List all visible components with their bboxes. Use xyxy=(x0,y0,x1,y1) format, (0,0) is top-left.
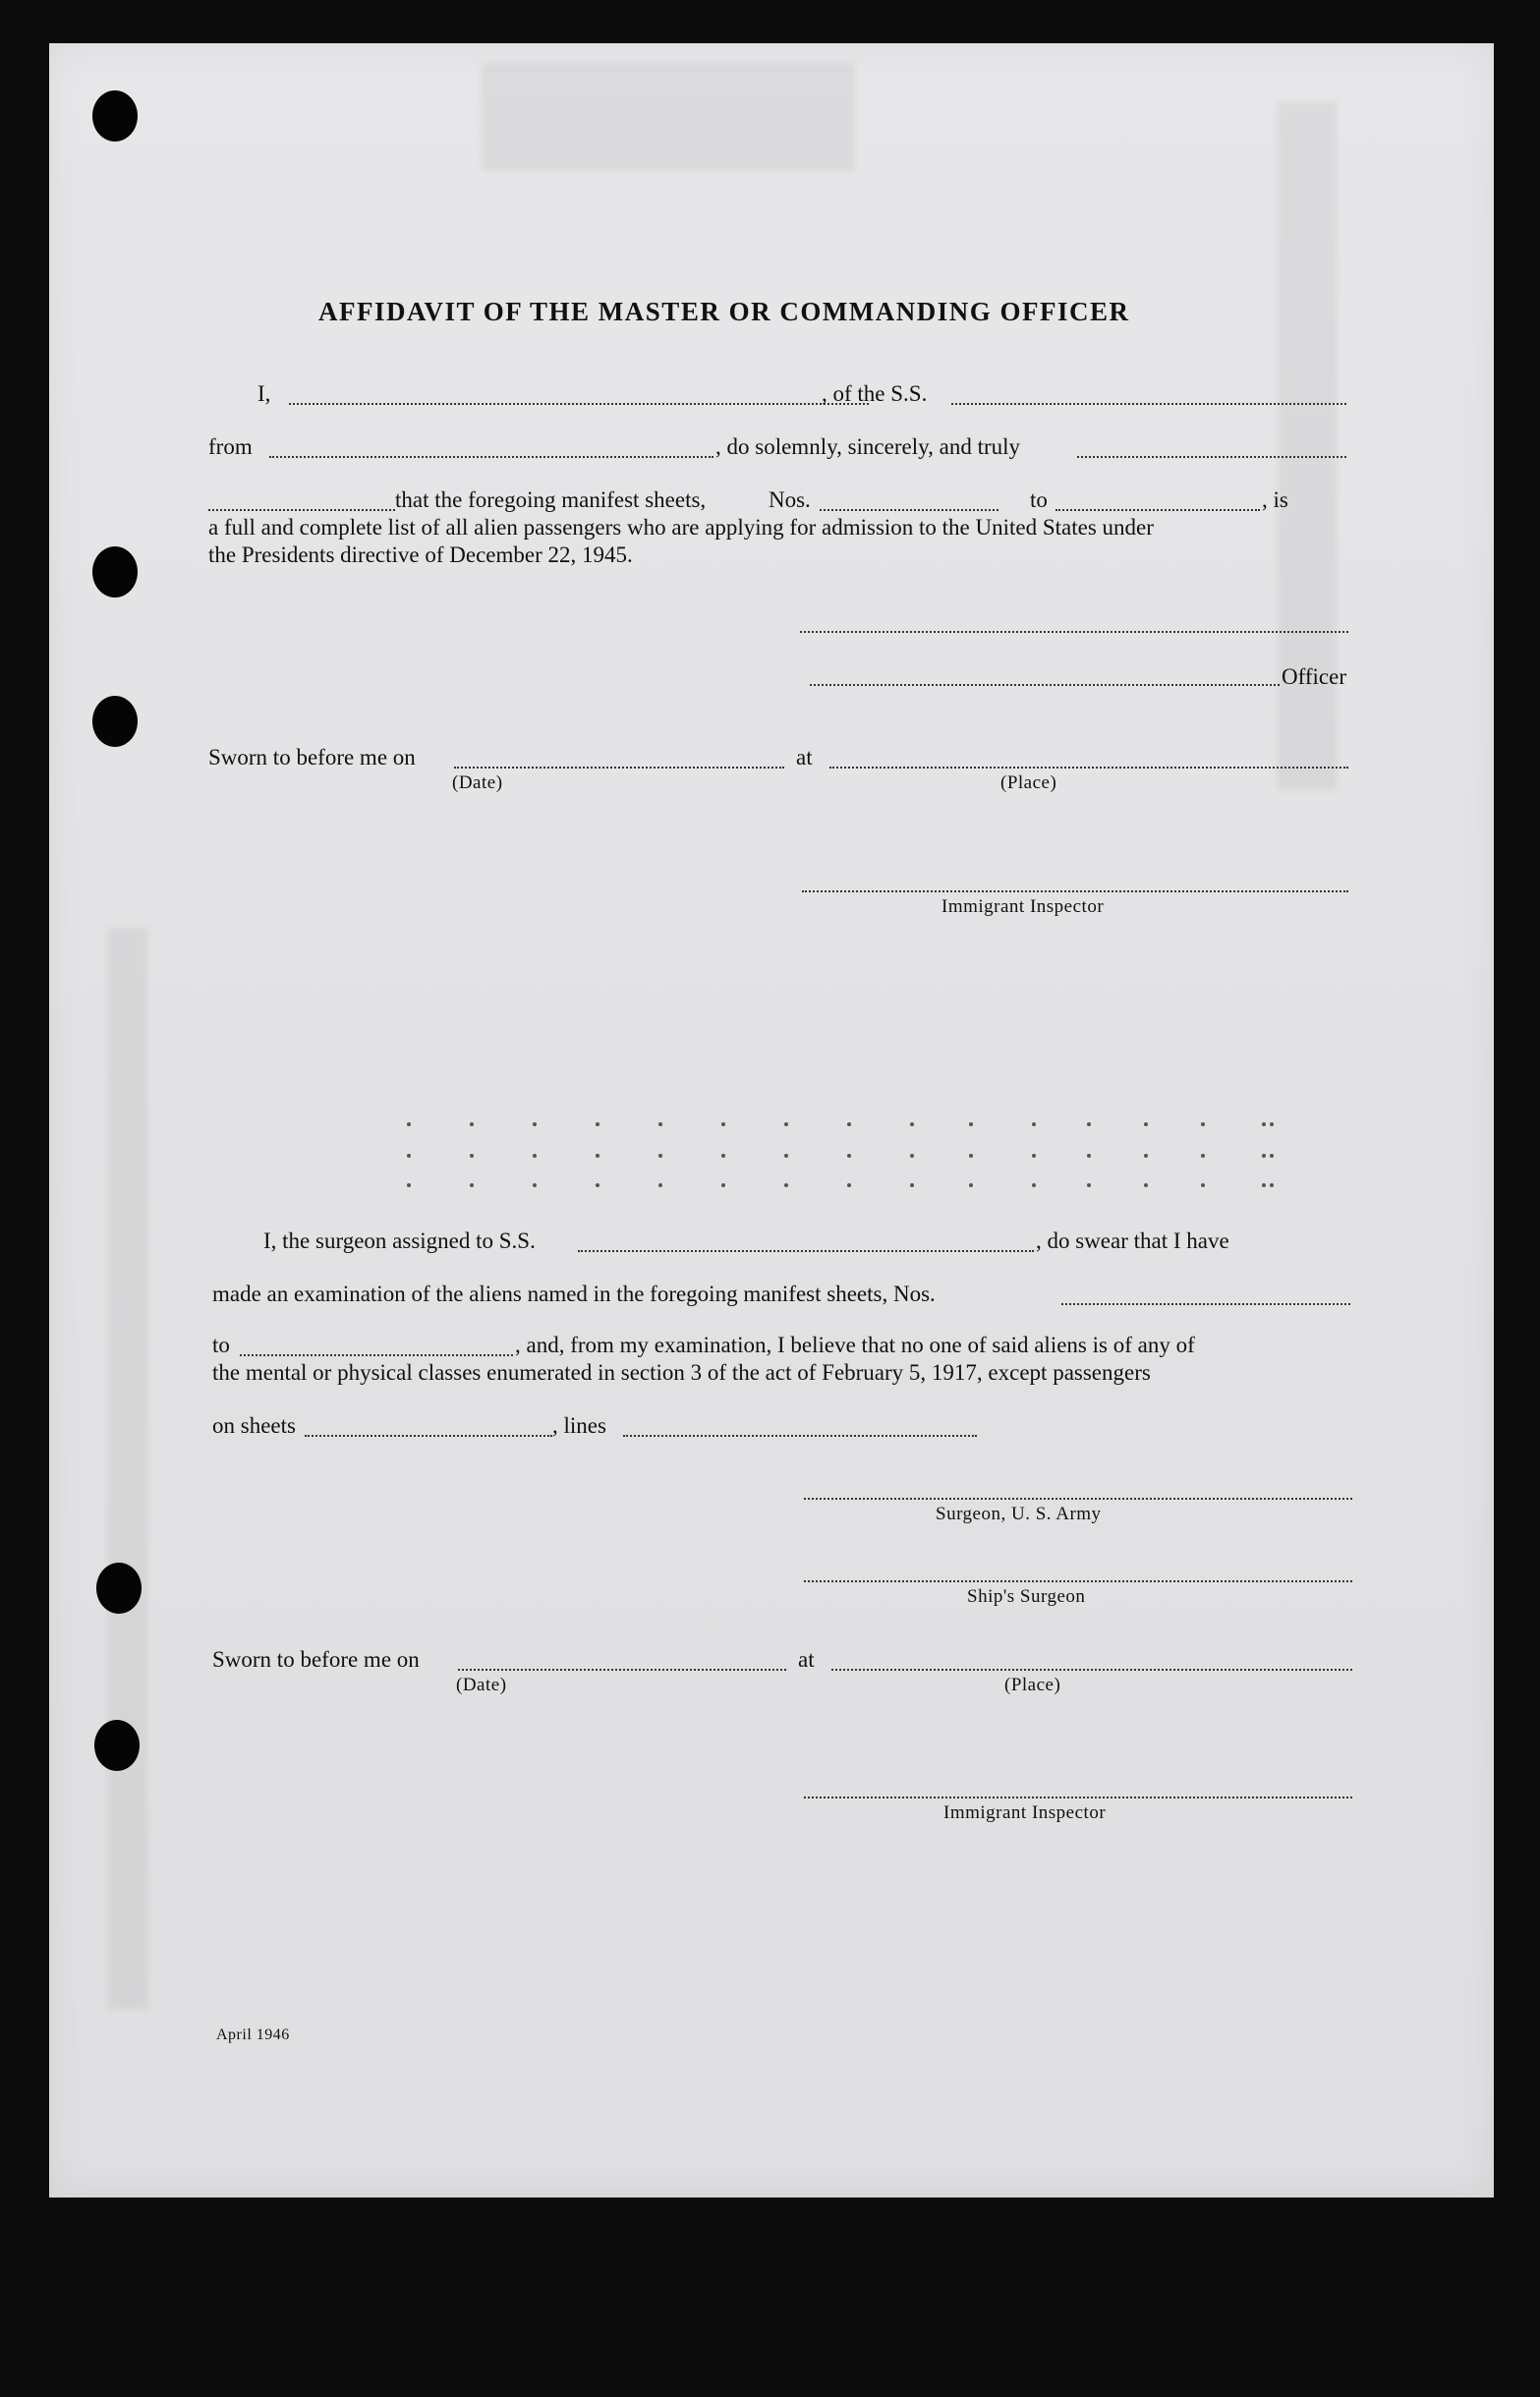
separator-dot xyxy=(969,1122,973,1126)
separator-dot xyxy=(533,1154,537,1158)
separator-dot xyxy=(1201,1154,1205,1158)
separator-dot xyxy=(1144,1183,1148,1187)
surgeon-date-caption: (Date) xyxy=(456,1675,507,1695)
separator-dot xyxy=(1270,1183,1274,1187)
sworn-label: Sworn to before me on xyxy=(208,745,416,770)
sheet-to-field[interactable] xyxy=(1055,509,1260,511)
label-of-ss: , of the S.S. xyxy=(822,381,928,406)
separator-dot xyxy=(658,1122,662,1126)
departure-port-field[interactable] xyxy=(269,456,713,458)
separator-dot xyxy=(910,1183,914,1187)
surgeon-intro-label: I, the surgeon assigned to S.S. xyxy=(263,1228,536,1253)
surgeon-inspector-signature-field[interactable] xyxy=(804,1797,1352,1798)
surgeon-at-label: at xyxy=(798,1647,815,1672)
surgeon-lines-field[interactable] xyxy=(623,1435,977,1437)
separator-dot xyxy=(969,1154,973,1158)
separator-dot xyxy=(407,1122,411,1126)
sworn-date-field[interactable] xyxy=(454,767,784,769)
at-label: at xyxy=(796,745,813,770)
separator-dot xyxy=(1270,1154,1274,1158)
label-i: I, xyxy=(257,381,271,406)
label-solemnly: , do solemnly, sincerely, and truly xyxy=(715,434,1021,459)
date-caption: (Date) xyxy=(452,772,503,793)
label-is: , is xyxy=(1262,487,1288,512)
separator-dot xyxy=(1032,1183,1036,1187)
separator-dot xyxy=(721,1154,725,1158)
officer-label: Officer xyxy=(1282,664,1346,689)
separator-dot xyxy=(721,1122,725,1126)
affidavit-statement-line: a full and complete list of all alien passengers who are applying for admission to the United States under xyxy=(208,515,1154,540)
form-date: April 1946 xyxy=(216,2026,290,2043)
officer-signature-line-1[interactable] xyxy=(800,631,1348,633)
punch-hole xyxy=(92,546,138,598)
ship-surgeon-caption: Ship's Surgeon xyxy=(967,1586,1086,1607)
separator-dot xyxy=(1087,1122,1091,1126)
sheet-from-field[interactable] xyxy=(820,509,998,511)
affidavit-title: AFFIDAVIT OF THE MASTER OR COMMANDING OFFICER xyxy=(318,297,1130,326)
separator-dot xyxy=(784,1122,788,1126)
oath-continuation-field[interactable] xyxy=(208,509,395,511)
master-name-field[interactable] xyxy=(289,403,869,405)
separator-dot xyxy=(1144,1154,1148,1158)
separator-dot xyxy=(596,1154,599,1158)
separator-dot xyxy=(596,1122,599,1126)
separator-dot xyxy=(1032,1122,1036,1126)
separator-dot xyxy=(533,1183,537,1187)
label-foregoing-sheets: that the foregoing manifest sheets, xyxy=(395,487,707,512)
separator-dot xyxy=(847,1154,851,1158)
separator-dot xyxy=(1262,1122,1266,1126)
surgeon-to-label: to xyxy=(212,1333,230,1357)
surgeon-sheet-to-field[interactable] xyxy=(240,1354,513,1356)
officer-signature-field[interactable] xyxy=(810,684,1280,686)
separator-dot xyxy=(1087,1154,1091,1158)
ship-surgeon-signature-field[interactable] xyxy=(804,1580,1352,1582)
separator-dot xyxy=(1270,1122,1274,1126)
surgeon-swear-label: , do swear that I have xyxy=(1036,1228,1229,1253)
label-to: to xyxy=(1030,487,1048,512)
surgeon-examination-label: made an examination of the aliens named in the foregoing manifest sheets, Nos. xyxy=(212,1282,936,1306)
document-page xyxy=(49,43,1494,2197)
separator-dot xyxy=(784,1183,788,1187)
surgeon-sworn-date-field[interactable] xyxy=(458,1669,786,1671)
separator-dot xyxy=(784,1154,788,1158)
separator-dot xyxy=(470,1154,474,1158)
surgeon-inspector-caption: Immigrant Inspector xyxy=(943,1802,1107,1823)
separator-dot xyxy=(533,1122,537,1126)
separator-dot xyxy=(1262,1183,1266,1187)
surgeon-belief-label: , and, from my examination, I believe that no one of said aliens is of any of xyxy=(515,1333,1195,1357)
inspector-signature-field[interactable] xyxy=(802,890,1348,892)
separator-dot xyxy=(1144,1122,1148,1126)
surgeon-sheets-label: on sheets xyxy=(212,1413,296,1438)
surgeon-sworn-place-field[interactable] xyxy=(831,1669,1352,1671)
separator-dot xyxy=(596,1183,599,1187)
separator-dot xyxy=(658,1183,662,1187)
label-from: from xyxy=(208,434,253,459)
punch-hole xyxy=(92,696,138,747)
place-caption: (Place) xyxy=(1000,772,1057,793)
separator-dot xyxy=(910,1122,914,1126)
separator-dot xyxy=(1087,1183,1091,1187)
surgeon-sheet-from-field[interactable] xyxy=(1061,1303,1350,1305)
surgeon-place-caption: (Place) xyxy=(1004,1675,1061,1695)
sworn-place-field[interactable] xyxy=(829,767,1348,769)
label-nos: Nos. xyxy=(769,487,811,512)
separator-dot xyxy=(407,1154,411,1158)
army-surgeon-caption: Surgeon, U. S. Army xyxy=(936,1504,1102,1524)
punch-hole xyxy=(96,1563,142,1614)
separator-dot xyxy=(847,1183,851,1187)
separator-dot xyxy=(910,1154,914,1158)
separator-dot xyxy=(969,1183,973,1187)
surgeon-sworn-label: Sworn to before me on xyxy=(212,1647,420,1672)
army-surgeon-signature-field[interactable] xyxy=(804,1498,1352,1500)
separator-dot xyxy=(470,1122,474,1126)
separator-dot xyxy=(1201,1122,1205,1126)
ship-name-field[interactable] xyxy=(951,403,1346,405)
surgeon-lines-label: , lines xyxy=(552,1413,606,1438)
separator-dot xyxy=(470,1183,474,1187)
punch-hole xyxy=(92,90,138,142)
inspector-caption: Immigrant Inspector xyxy=(941,896,1105,917)
separator-dot xyxy=(1032,1154,1036,1158)
affidavit-statement-line: the Presidents directive of December 22, 1945. xyxy=(208,542,633,567)
punch-hole xyxy=(94,1720,140,1771)
separator-dot xyxy=(1201,1183,1205,1187)
surgeon-ship-field[interactable] xyxy=(578,1250,1034,1252)
separator-dot xyxy=(847,1122,851,1126)
separator-dot xyxy=(407,1183,411,1187)
separator-dot xyxy=(658,1154,662,1158)
surgeon-sheets-field[interactable] xyxy=(305,1435,552,1437)
surgeon-classes-line: the mental or physical classes enumerated in section 3 of the act of February 5, 1917, except passengers xyxy=(212,1360,1151,1385)
separator-dot xyxy=(1262,1154,1266,1158)
oath-type-field[interactable] xyxy=(1077,456,1346,458)
separator-dot xyxy=(721,1183,725,1187)
